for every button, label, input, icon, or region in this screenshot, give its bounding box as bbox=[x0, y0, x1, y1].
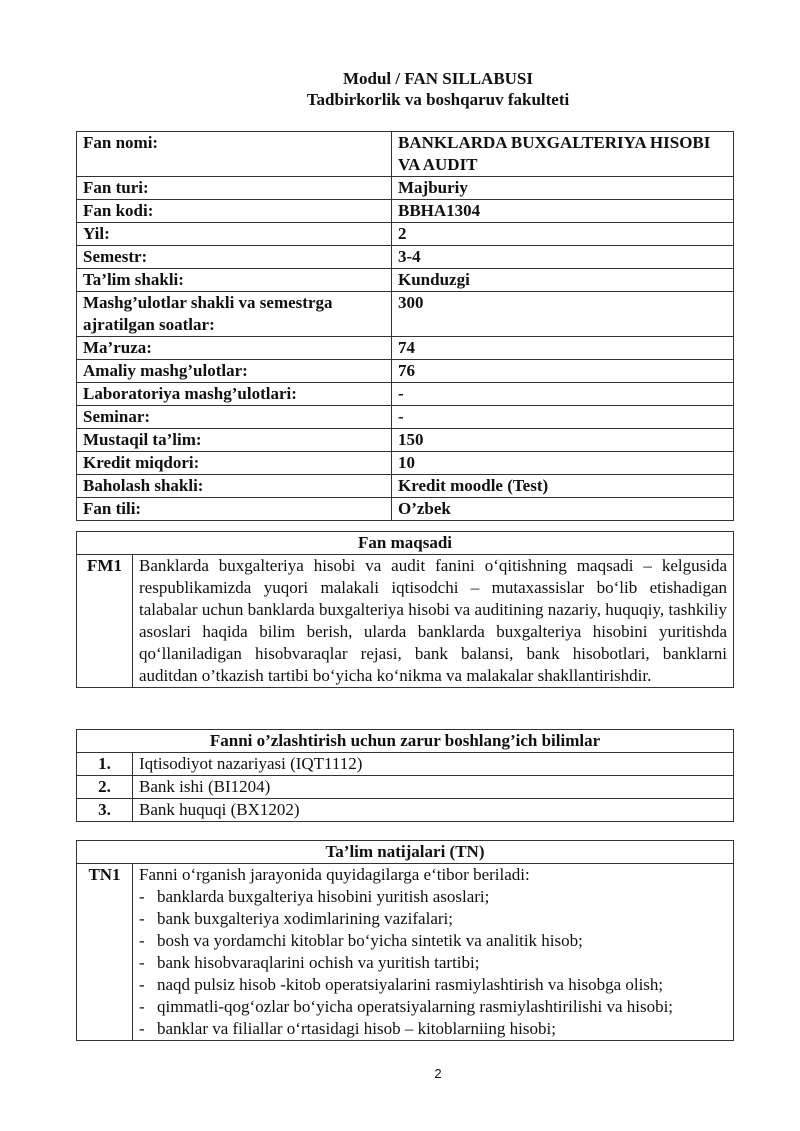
info-value: - bbox=[392, 406, 734, 429]
faculty-name: Tadbirkorlik va boshqaruv fakulteti bbox=[306, 90, 570, 109]
outcome-content bbox=[133, 864, 734, 1041]
goal-text: Banklarda buxgalteriya hisobi va audit fanini o‘qitishning maqsadi – kelgusida respublikamizda yuqori malakali iqtisodchi – mutaxassislar bo‘lib etishadigan talabalar uchun banklarda buxgalteriya hisobi va auditining nazariy, huquqiy, tashkiliy asoslari haqida bilim berish, ularda banklarda buxgalteriya hisobini yuritishda qo‘llaniladigan hisobvaraqlar rejasi, bank balansi, bank hisobotlari, banklarni auditdan o’tkazish tartibi bo‘yicha ko‘nikma va malakalar shakllantirishdir. bbox=[133, 555, 734, 688]
table-row bbox=[77, 406, 734, 429]
info-value: 2 bbox=[392, 223, 734, 246]
info-label: Amaliy mashg’ulotlar: bbox=[77, 360, 392, 383]
info-value: O’zbek bbox=[392, 498, 734, 521]
info-value: 76 bbox=[392, 360, 734, 383]
info-value: BBHA1304 bbox=[392, 200, 734, 223]
info-value: 150 bbox=[392, 429, 734, 452]
info-label: Ma’ruza: bbox=[77, 337, 392, 360]
outcome-intro: Fanni o‘rganish jarayonida quyidagilarga e‘tibor beriladi: bbox=[139, 865, 530, 884]
info-label: Baholash shakli: bbox=[77, 475, 392, 498]
prereq-heading: Fanni o’zlashtirish uchun zarur boshlang’ich bilimlar bbox=[77, 730, 734, 753]
info-value: 74 bbox=[392, 337, 734, 360]
info-label: Semestr: bbox=[77, 246, 392, 269]
table-row bbox=[77, 177, 734, 200]
info-value: - bbox=[392, 383, 734, 406]
info-label: Mashg’ulotlar shakli va semestrga ajratilgan soatlar: bbox=[77, 292, 392, 337]
prereq-number: 2. bbox=[77, 776, 133, 799]
info-value: 300 bbox=[392, 292, 734, 337]
info-value: BANKLARDA BUXGALTERIYA HISOBI VA AUDIT bbox=[392, 132, 734, 177]
table-row bbox=[77, 429, 734, 452]
table-row bbox=[77, 452, 734, 475]
outcome-code: TN1 bbox=[77, 864, 133, 1041]
info-label: Ta’lim shakli: bbox=[77, 269, 392, 292]
info-label: Fan tili: bbox=[77, 498, 392, 521]
outcome-item: - bank hisobvaraqlarini ochish va yuritish tartibi; bbox=[139, 952, 727, 974]
outcome-item: - naqd pulsiz hisob -kitob operatsiyalarini rasmiylashtirish va hisobga olish; bbox=[139, 974, 727, 996]
course-info-table bbox=[76, 131, 734, 521]
table-row bbox=[77, 555, 734, 688]
table-row bbox=[77, 799, 734, 822]
prerequisites-table bbox=[76, 729, 734, 822]
outcome-item: - banklarda buxgalteriya hisobini yuritish asoslari; bbox=[139, 886, 727, 908]
outcome-item: - bosh va yordamchi kitoblar bo‘yicha sintetik va analitik hisob; bbox=[139, 930, 727, 952]
info-value: Kredit moodle (Test) bbox=[392, 475, 734, 498]
info-label: Fan nomi: bbox=[77, 132, 392, 177]
info-label: Mustaqil ta’lim: bbox=[77, 429, 392, 452]
learning-outcomes-table bbox=[76, 840, 734, 1041]
course-goal-table bbox=[76, 531, 734, 688]
table-header-row bbox=[77, 841, 734, 864]
info-label: Yil: bbox=[77, 223, 392, 246]
table-row bbox=[77, 337, 734, 360]
table-row bbox=[77, 246, 734, 269]
table-row bbox=[77, 498, 734, 521]
info-value: 3-4 bbox=[392, 246, 734, 269]
table-row bbox=[77, 753, 734, 776]
info-label: Seminar: bbox=[77, 406, 392, 429]
info-value: Kunduzgi bbox=[392, 269, 734, 292]
info-value: Majburiy bbox=[392, 177, 734, 200]
document-title: Modul / FAN SILLABUSI bbox=[342, 69, 534, 88]
table-row bbox=[77, 864, 734, 1041]
table-row bbox=[77, 269, 734, 292]
prereq-text: Iqtisodiyot nazariyasi (IQT1112) bbox=[133, 753, 734, 776]
outcome-item: - bank buxgalteriya xodimlarining vazifalari; bbox=[139, 908, 727, 930]
info-value: 10 bbox=[392, 452, 734, 475]
outcome-item: - banklar va filiallar o‘rtasidagi hisob – kitoblarniing hisobi; bbox=[139, 1018, 727, 1040]
table-row bbox=[77, 132, 734, 177]
goal-code: FM1 bbox=[77, 555, 133, 688]
table-row bbox=[77, 776, 734, 799]
info-label: Kredit miqdori: bbox=[77, 452, 392, 475]
table-row bbox=[77, 360, 734, 383]
info-label: Fan kodi: bbox=[77, 200, 392, 223]
page-number: 2 bbox=[434, 1066, 442, 1081]
table-row bbox=[77, 200, 734, 223]
outcomes-heading: Ta’lim natijalari (TN) bbox=[77, 841, 734, 864]
goal-heading: Fan maqsadi bbox=[77, 532, 734, 555]
table-row bbox=[77, 383, 734, 406]
prereq-text: Bank ishi (BI1204) bbox=[133, 776, 734, 799]
outcome-item: - qimmatli-qog‘ozlar bo‘yicha operatsiyalarning rasmiylashtirilishi va hisobi; bbox=[139, 996, 727, 1018]
table-header-row bbox=[77, 730, 734, 753]
prereq-number: 1. bbox=[77, 753, 133, 776]
table-row bbox=[77, 475, 734, 498]
info-label: Laboratoriya mashg’ulotlari: bbox=[77, 383, 392, 406]
table-row bbox=[77, 223, 734, 246]
table-row bbox=[77, 292, 734, 337]
table-header-row bbox=[77, 532, 734, 555]
prereq-text: Bank huquqi (BX1202) bbox=[133, 799, 734, 822]
document-header bbox=[0, 68, 800, 110]
prereq-number: 3. bbox=[77, 799, 133, 822]
info-label: Fan turi: bbox=[77, 177, 392, 200]
